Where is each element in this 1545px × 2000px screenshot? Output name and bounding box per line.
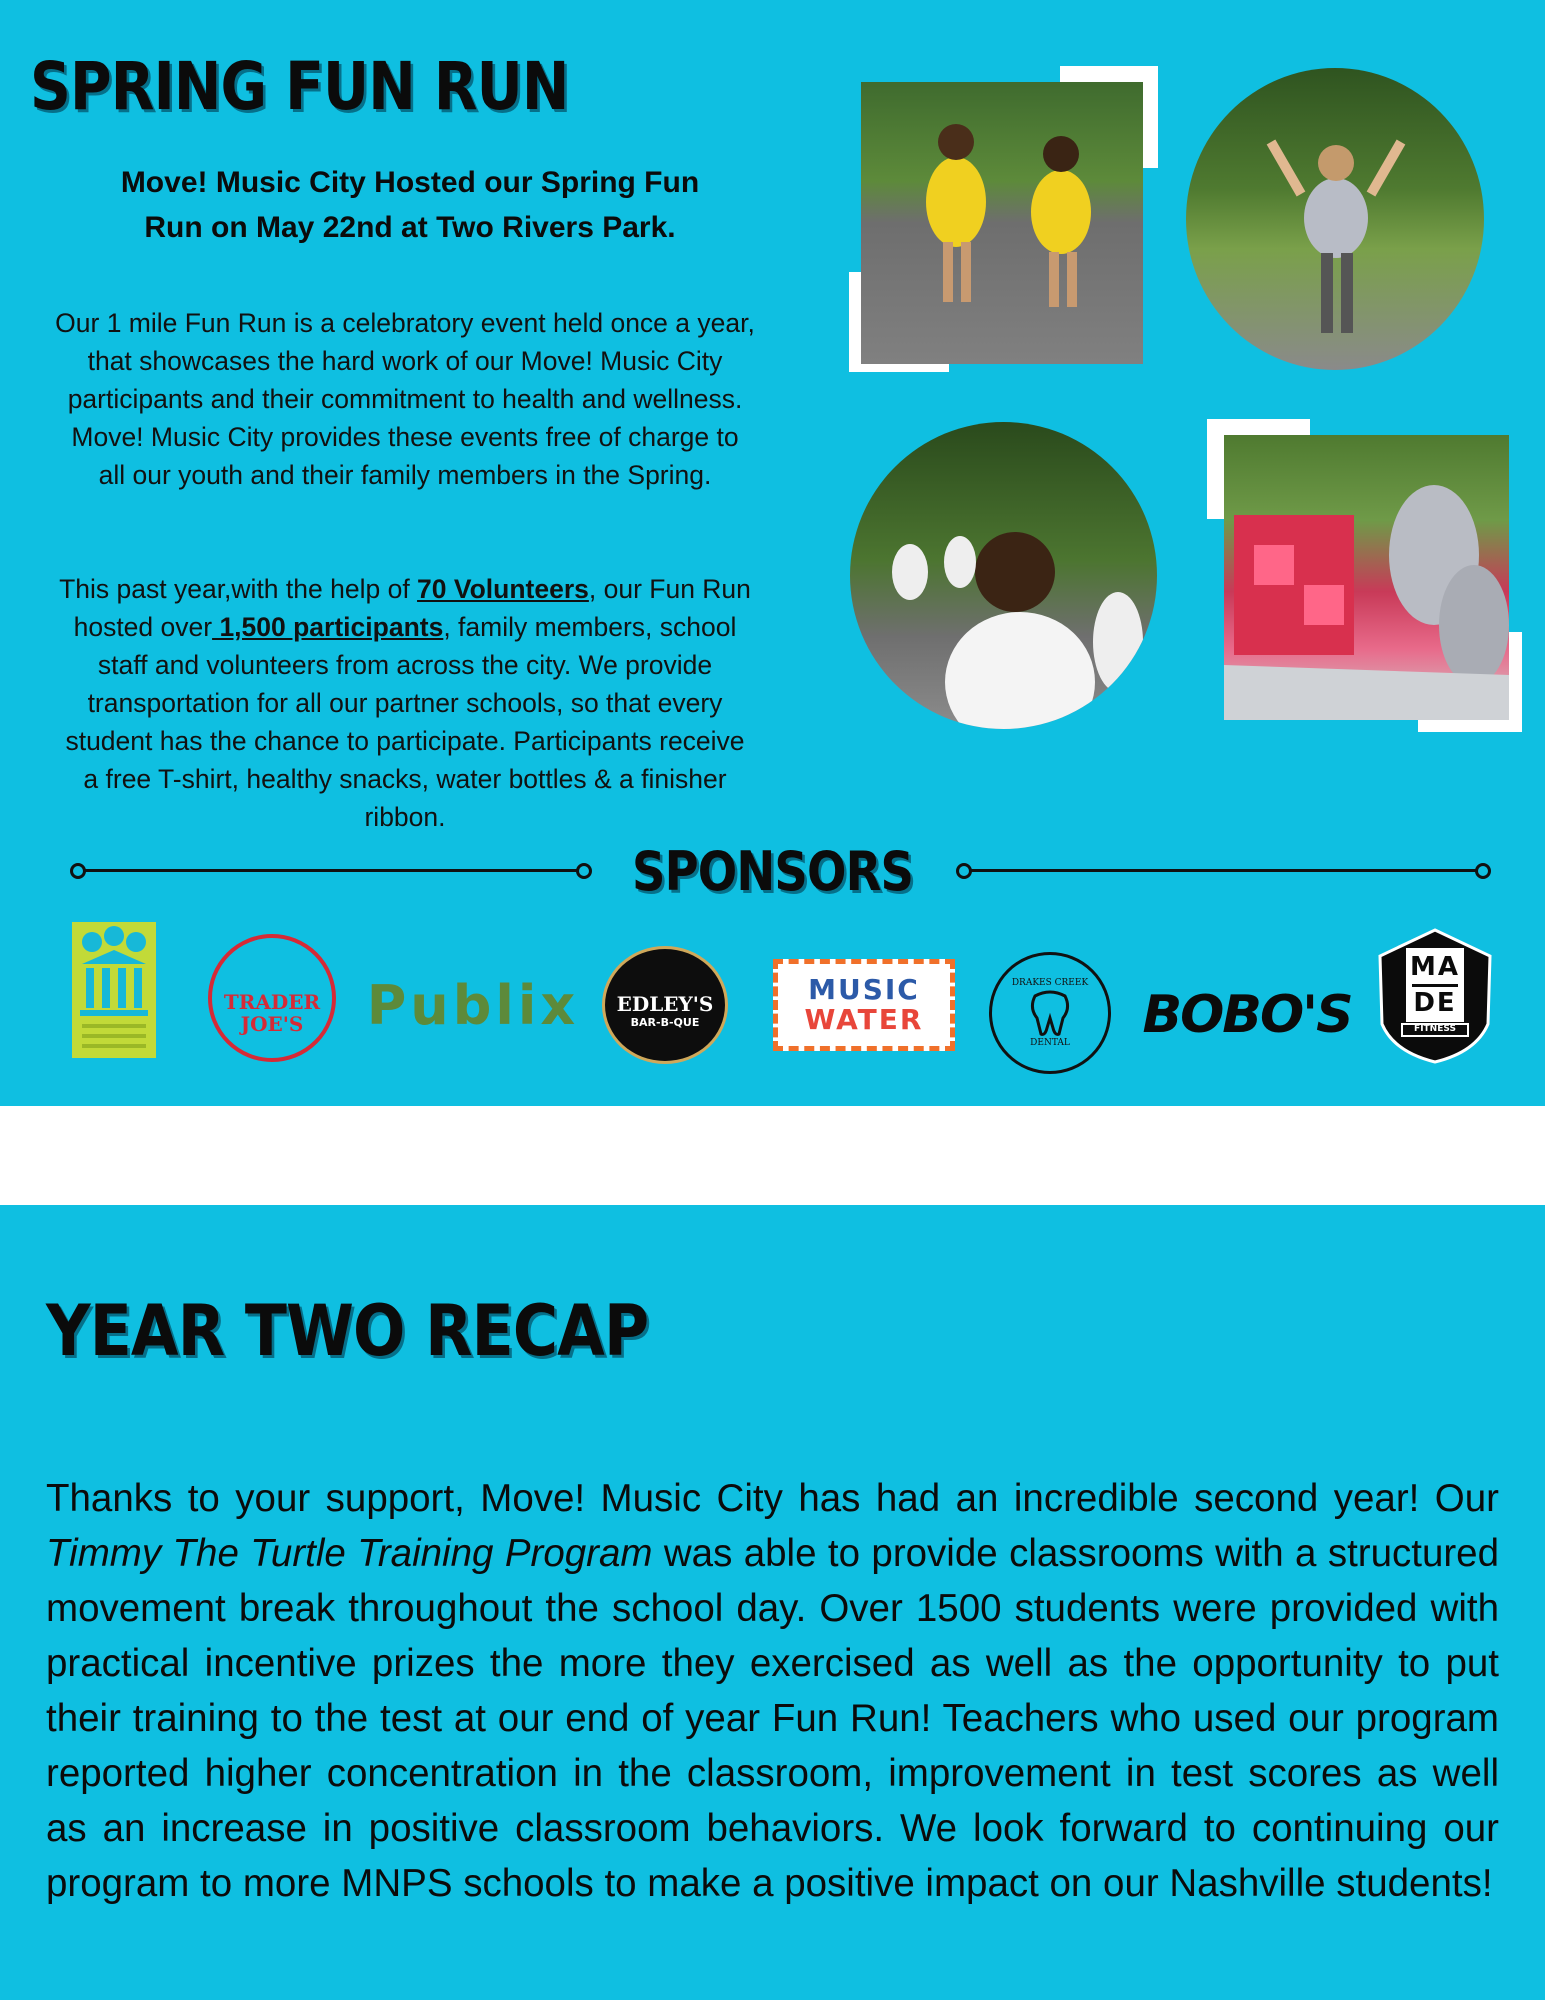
made-ma: MA <box>1410 952 1460 982</box>
publix-wordmark: Publix <box>366 973 580 1037</box>
photo-boy-thumbs-up <box>850 422 1157 729</box>
sponsor-logo-drakes-creek-dental <box>989 952 1111 1074</box>
sponsor-logo-publix <box>366 970 580 1040</box>
made-de: DE <box>1413 988 1457 1018</box>
program-name: Timmy The Turtle Training Program <box>46 1531 653 1575</box>
greenhouse-building-icon <box>72 922 156 1058</box>
photo-girl-cheering-figure <box>1186 68 1484 370</box>
sponsor-logo-music-water <box>773 959 955 1051</box>
photo-snack-table <box>1224 435 1509 720</box>
photo-girls-running-figures <box>861 82 1143 364</box>
sponsors-title: SPONSORS <box>632 840 914 903</box>
sponsor-logo-bobos <box>1142 980 1352 1050</box>
sponsor-logo-edleys <box>602 946 728 1064</box>
divider-endpoint <box>576 863 592 879</box>
year-two-recap-title: YEAR TWO RECAP <box>46 1290 649 1372</box>
edleys-subtitle: BAR-B-QUE <box>630 1015 700 1029</box>
trader-joes-line2: JOE'S <box>240 1012 304 1036</box>
spring-fun-run-title: SPRING FUN RUN <box>30 48 569 125</box>
divider-endpoint <box>70 863 86 879</box>
sponsor-logo-greenhouse <box>72 922 156 1058</box>
bobos-wordmark: BOBO'S <box>1142 985 1352 1045</box>
drakes-creek-top: DRAKES CREEK <box>1011 978 1089 988</box>
music-water-line2: WATER <box>804 1003 924 1036</box>
sponsor-logo-made-fitness <box>1376 928 1494 1064</box>
sponsors-divider-left <box>76 869 584 872</box>
made-fitness-label: FITNESS <box>1414 1024 1456 1034</box>
recap-paragraph: Thanks to your support, Move! Music City has had an incredible second year! Our Timmy The Turtle Training Program was able to provide classrooms with a structured movement break throughout the school day. Over 1500 students were provided with practical incentive prizes the more they exercised as well as the opportunity to put their training to the test at our end of year Fun Run! Teachers who used our program reported higher concentration in the classroom, improvement in test scores as well as an increase in positive classroom behaviors. We look forward to continuing our program to more MNPS schools to make a positive impact on our Nashville students! <box>46 1476 1499 1905</box>
tooth-icon <box>1025 988 1075 1038</box>
music-water-line1: MUSIC <box>808 973 920 1006</box>
participants-count: 1,500 participants <box>212 611 444 642</box>
drakes-creek-bottom: DENTAL <box>1030 1038 1070 1048</box>
fun-run-stats-paragraph: This past year,with the help of 70 Volunteers, our Fun Run hosted over 1,500 participants, family members, school staff and volunteers from across the city. We provide transportation for all our partner schools, so that every student has the chance to participate. Participants receive a free T-shirt, healthy snacks, water bottles & a finisher ribbon. <box>59 573 751 832</box>
sponsor-logo-trader-joes <box>208 934 336 1062</box>
divider-endpoint <box>956 863 972 879</box>
fun-run-description: Our 1 mile Fun Run is a celebratory event held once a year, that showcases the hard work of our Move! Music City participants and their commitment to health and wellness. Move! Music City provides these events free of charge to all our youth and their family members in the Spring. <box>55 307 755 490</box>
volunteers-count: 70 Volunteers <box>417 573 589 604</box>
sponsors-divider-right <box>962 869 1482 872</box>
photo-girls-running <box>861 82 1143 364</box>
edleys-name: EDLEY'S <box>616 991 714 1016</box>
photo-snack-table-items <box>1224 435 1509 720</box>
photo-boy-thumbs-up-figure <box>850 422 1157 729</box>
spring-subtitle: Move! Music City Hosted our Spring Fun Run on May 22nd at Two Rivers Park. <box>120 166 700 244</box>
photo-girl-cheering <box>1186 68 1484 370</box>
trader-joes-line1: TRADER <box>223 990 321 1014</box>
divider-endpoint <box>1475 863 1491 879</box>
